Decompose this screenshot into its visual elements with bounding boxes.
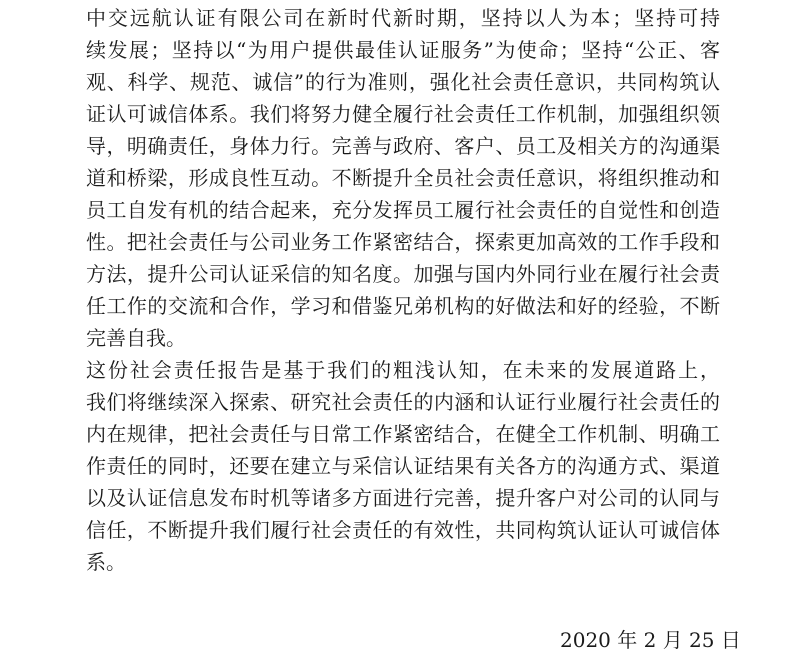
paragraph-line: 系。 (86, 550, 126, 574)
paragraph-line: 导，明确责任，身体力行。完善与政府、客户、员工及相关方的沟通渠 (86, 134, 720, 158)
paragraph-line: 观、科学、规范、诚信”的行为准则，强化社会责任意识，共同构筑认 (86, 70, 720, 94)
paragraph-line: 性。把社会责任与公司业务工作紧密结合，探索更加高效的工作手段和 (86, 230, 720, 254)
paragraph-line: 以及认证信息发布时机等诸多方面进行完善，提升客户对公司的认同与 (86, 486, 720, 510)
paragraph-line: 道和桥梁，形成良性互动。不断提升全员社会责任意识，将组织推动和 (86, 166, 720, 190)
paragraph-line: 方法，提升公司认证采信的知名度。加强与国内外同行业在履行社会责 (86, 262, 720, 286)
paragraph-line: 续发展；坚持以“为用户提供最佳认证服务”为使命；坚持“公正、客 (86, 38, 720, 62)
paragraph-line: 信任，不断提升我们履行社会责任的有效性，共同构筑认证认可诚信体 (86, 518, 720, 542)
paragraph-line: 员工自发有机的结合起来，充分发挥员工履行社会责任的自觉性和创造 (86, 198, 720, 222)
paragraph-line: 作责任的同时，还要在建立与采信认证结果有关各方的沟通方式、渠道 (86, 454, 720, 478)
paragraph-line: 任工作的交流和合作，学习和借鉴兄弟机构的好做法和好的经验，不断 (86, 294, 720, 318)
signature-date: 2020 年 2 月 25 日 (560, 628, 741, 652)
paragraph-line: 证认可诚信体系。我们将努力健全履行社会责任工作机制，加强组织领 (86, 102, 720, 126)
paragraph-line: 我们将继续深入探索、研究社会责任的内涵和认证行业履行社会责任的 (86, 390, 720, 414)
paragraph-line: 内在规律，把社会责任与日常工作紧密结合，在健全工作机制、明确工 (86, 422, 720, 446)
paragraph-line: 这份社会责任报告是基于我们的粗浅认知，在未来的发展道路上， (86, 358, 720, 382)
paragraph-line: 中交远航认证有限公司在新时代新时期，坚持以人为本；坚持可持 (86, 6, 720, 30)
paragraph-line: 完善自我。 (86, 326, 186, 350)
